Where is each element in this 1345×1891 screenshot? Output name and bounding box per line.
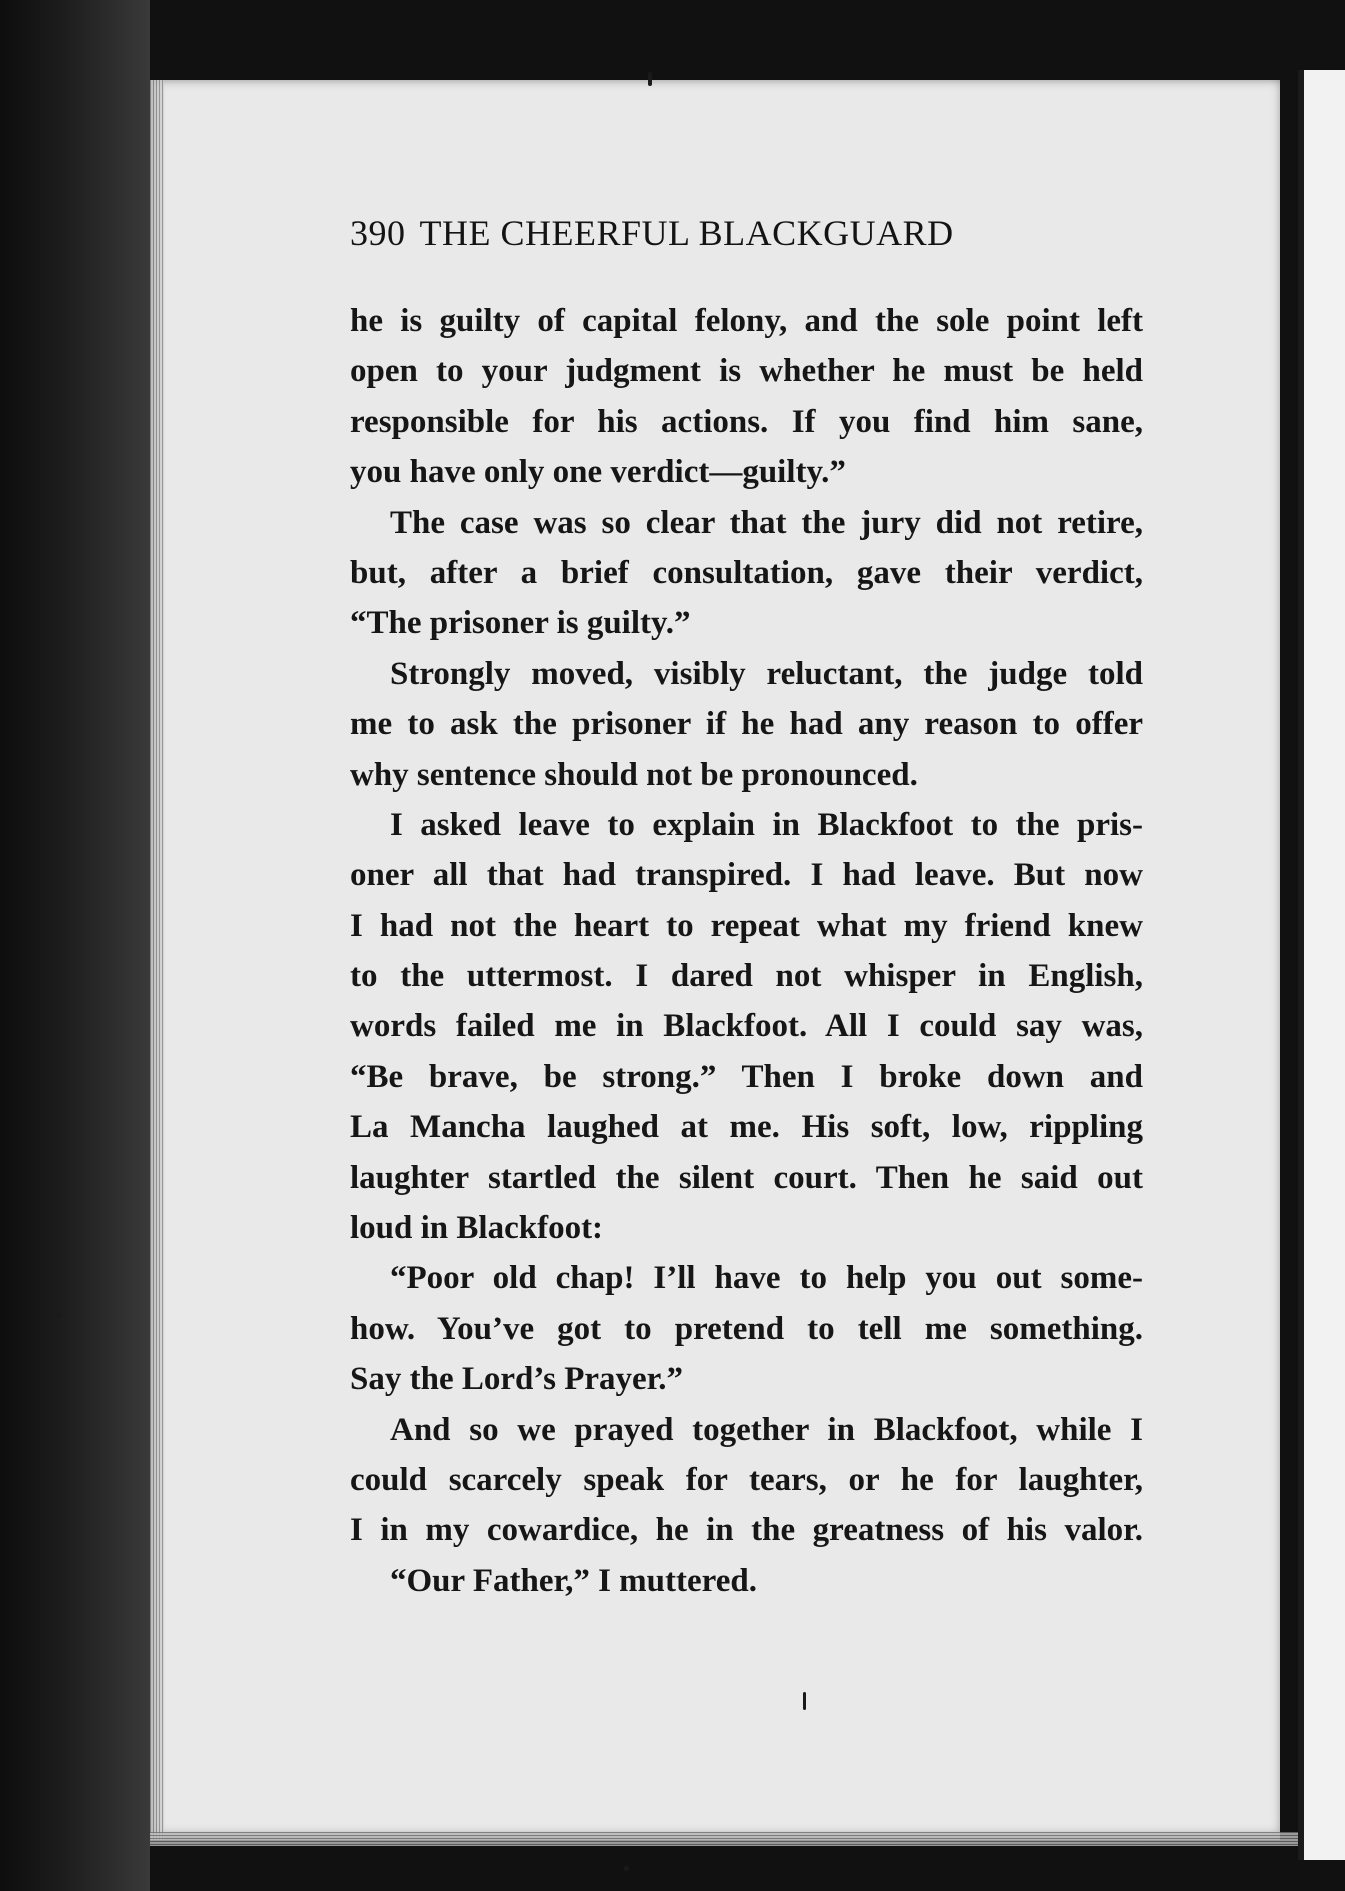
text-line: words failed me in Blackfoot. All I could say was,	[350, 1008, 1143, 1045]
page-number: 390	[350, 213, 406, 253]
text-line: I had not the heart to repeat what my friend knew	[350, 907, 1143, 944]
text-line: me to ask the prisoner if he had any reason to offer	[350, 706, 1143, 743]
text-line: “Poor old chap! I’ll have to help you out some-	[390, 1260, 1143, 1297]
scan-speck	[624, 1866, 629, 1871]
text-line: “The prisoner is guilty.”	[350, 605, 691, 642]
text-line: Strongly moved, visibly reluctant, the judge told	[390, 655, 1143, 692]
text-line: you have only one verdict—guilty.”	[350, 454, 846, 491]
text-line: but, after a brief consultation, gave their verdict,	[350, 554, 1143, 591]
scan-speck	[52, 1312, 62, 1318]
text-line: to the uttermost. I dared not whisper in English,	[350, 958, 1143, 995]
text-line: And so we prayed together in Blackfoot, while I	[390, 1411, 1143, 1448]
text-line: “Be brave, be strong.” Then I broke down and	[350, 1058, 1143, 1095]
body-text	[350, 296, 1143, 1606]
facing-page-edge	[1298, 70, 1345, 1860]
text-line: oner all that had transpired. I had leave. But now	[350, 857, 1143, 894]
text-line: loud in Blackfoot:	[350, 1210, 604, 1247]
text-line: open to your judgment is whether he must be held	[350, 353, 1143, 390]
text-line: “Our Father,” I muttered.	[390, 1562, 757, 1599]
text-line: The case was so clear that the jury did not retire,	[390, 504, 1143, 541]
text-line: how. You’ve got to pretend to tell me something.	[350, 1310, 1143, 1347]
running-head	[350, 212, 1150, 254]
book-title: THE CHEERFUL BLACKGUARD	[419, 213, 954, 253]
text-line: responsible for his actions. If you find him sane,	[350, 403, 1143, 440]
scan-speck	[803, 1692, 806, 1710]
page-edge-stack	[150, 80, 164, 1840]
text-line: he is guilty of capital felony, and the sole point left	[350, 303, 1143, 339]
text-line: could scarcely speak for tears, or he for laughter,	[350, 1461, 1143, 1498]
scan-speck	[648, 72, 652, 86]
text-line: La Mancha laughed at me. His soft, low, rippling	[350, 1109, 1143, 1146]
text-line: Say the Lord’s Prayer.”	[350, 1361, 684, 1398]
book-spine-shadow	[0, 0, 150, 1891]
bottom-page-edges	[150, 1832, 1300, 1846]
text-line: why sentence should not be pronounced.	[350, 756, 918, 793]
text-line: laughter startled the silent court. Then he said out	[350, 1159, 1143, 1196]
text-line: I in my cowardice, he in the greatness of his valor.	[350, 1512, 1143, 1549]
text-line: I asked leave to explain in Blackfoot to the pris-	[390, 806, 1143, 843]
